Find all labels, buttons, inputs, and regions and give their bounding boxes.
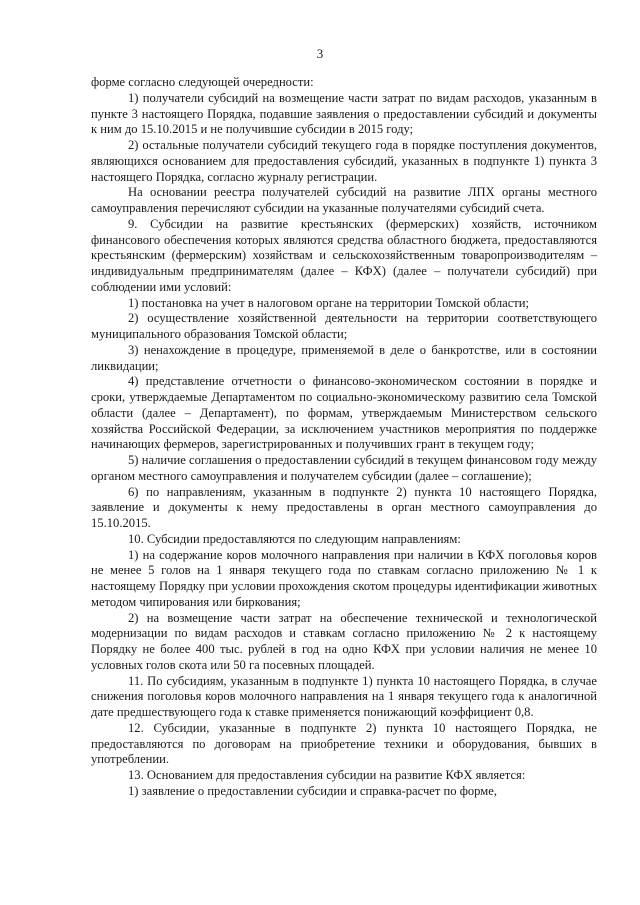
paragraph: 1) на содержание коров молочного направления при наличии в КФХ поголовья коров не менее 5 голов на 1 января текущего года по ставкам согласно приложению № 1 к настоящему Порядку при условии прохождения скотом процедуры идентификации животных методом чипирования или биркования; — [91, 547, 597, 609]
paragraph: 1) заявление о предоставлении субсидии и справка-расчет по форме, — [128, 783, 497, 798]
paragraph: 10. Субсидии предоставляются по следующим направлениям: — [128, 531, 461, 546]
paragraph: 4) представление отчетности о финансово-экономическом состоянии в порядке и сроки, утверждаемые Департаментом по социально-экономическому развитию села Томской области (далее – Департамент), по формам, утверждаемым Министерством сельского хозяйства Российской Федерации, за исключением участников мероприятия по поддержке начинающих фермеров, зарегистрированных и получивших грант в текущем году; — [91, 374, 597, 452]
paragraph: 9. Субсидии на развитие крестьянских (фермерских) хозяйств, источником финансового обеспечения которых являются средства областного бюджета, предоставляются крестьянским (фермерским) хозяйствам и сельскохозяйственным товаропроизводителям – индивидуальным предпринимателям (далее – КФХ) (далее – получатели субсидий) при соблюдении ими условий: — [91, 216, 597, 294]
paragraph: 13. Основанием для предоставления субсидии на развитие КФХ является: — [128, 768, 526, 782]
paragraph: 2) на возмещение части затрат на обеспечение технической и технологической модернизации по видам расходов и ставкам согласно приложению № 2 к настоящему Порядку не более 400 тыс. рублей в год на одно КФХ при условии наличия не менее 10 условных голов скота или 50 га посевных площадей. — [91, 610, 597, 672]
page-number: 3 — [316, 46, 324, 61]
paragraph: На основании реестра получателей субсидий на развитие ЛПХ органы местного самоуправления перечисляют субсидии на указанные получателями субсидий счета. — [91, 185, 597, 215]
document-body — [91, 75, 597, 800]
paragraph: 12. Субсидии, указанные в подпункте 2) пункта 10 настоящего Порядка, не предоставляются по договорам на приобретение техники и оборудования, бывших в употреблении. — [91, 720, 597, 767]
paragraph: 1) получатели субсидий на возмещение части затрат по видам расходов, указанным в пункте 3 настоящего Порядка, подавшие заявления о предоставлении субсидий и документы к ним до 15.10.2015 и не получившие субсидии в 2015 году; — [91, 90, 597, 137]
paragraph: форме согласно следующей очередности: — [91, 75, 314, 89]
paragraph: 3) ненахождение в процедуре, применяемой в деле о банкротстве, или в состоянии ликвидации; — [91, 342, 597, 373]
paragraph: 2) осуществление хозяйственной деятельности на территории соответствующего муниципального образования Томской области; — [91, 311, 597, 341]
paragraph: 5) наличие соглашения о предоставлении субсидий в текущем финансовом году между органом местного самоуправления и получателем субсидии (далее – соглашение); — [91, 453, 597, 483]
paragraph: 2) остальные получатели субсидий текущего года в порядке поступления документов, являющихся основанием для предоставления субсидий, указанных в подпункте 1) пункта 3 настоящего Порядка, согласно журналу регистрации. — [91, 138, 597, 184]
paragraph: 1) постановка на учет в налоговом органе на территории Томской области; — [128, 295, 530, 310]
paragraph: 6) по направлениям, указанным в подпункте 2) пункта 10 настоящего Порядка, заявление и документы к нему предоставлены в орган местного самоуправления до 15.10.2015. — [91, 484, 597, 530]
paragraph: 11. По субсидиям, указанным в подпункте 1) пункта 10 настоящего Порядка, в случае снижения поголовья коров молочного направления на 1 января текущего года к аналогичной дате предшествующего года к ставке применяется понижающий коэффициент 0,8. — [91, 673, 597, 719]
